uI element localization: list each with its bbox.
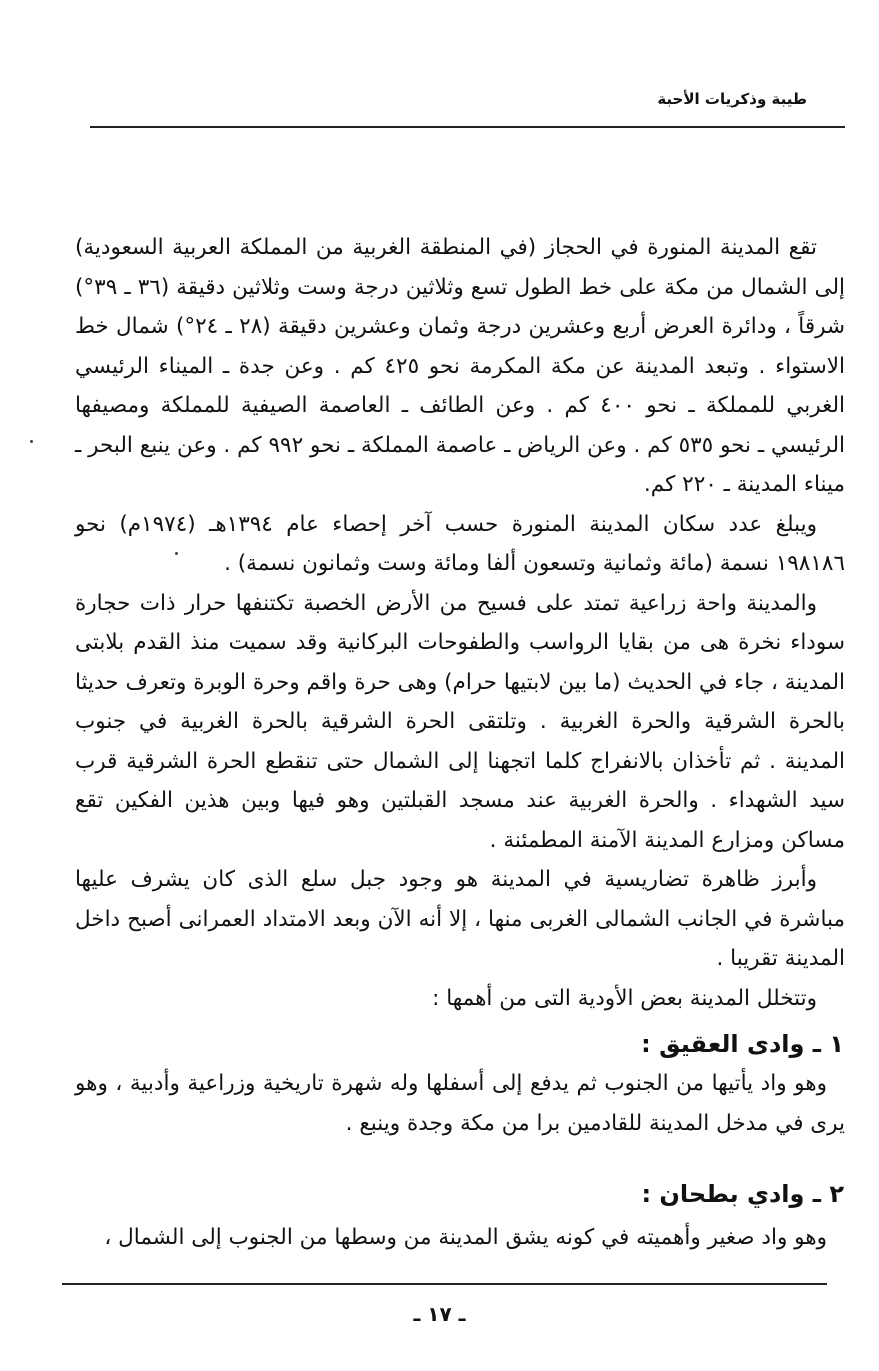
section-paragraph: وهو واد يأتيها من الجنوب ثم يدفع إلى أسفلها وله شهرة تاريخية وزراعية وأدبية ، وهو يرى في مدخل المدينة للقادمين برا من مكة وجدة وينبع . [75,1071,845,1136]
paragraph-harrat: والمدينة واحة زراعية تمتد على فسيح من الأرض الخصبة تكتنفها حرار ذات حجارة سوداء نخرة هى من بقايا الرواسب والطفوحات البركانية وقد سميت منذ القدم بلابتى المدينة ، جاء في الحديث (ما بين لابتيها حرام) وهى حرة واقم وحرة الوبرة وتعرف حديثا بالحرة الشرقية والحرة الغربية . وتلتقى الحرة الشرقية بالحرة الغربية في جنوب المدينة . ثم تأخذان بالانفراج كلما اتجهنا إلى الشمال حتى تنقطع الحرة الشرقية قرب سيد الشهداء . والحرة الغربية عند مسجد القبلتين وهو فيها وبين هذين الفكين تقع مساكن ومزارع المدينة الآمنة المطمئنة . [75,590,845,853]
paragraph-population: ويبلغ عدد سكان المدينة المنورة حسب آخر إحصاء عام ١٣٩٤هـ (١٩٧٤م) نحو ١٩٨١٨٦ نسمة (مائة وثمانية وتسعون ألفا ومائة وست وثمانون نسمة) . [75,511,845,576]
header-rule [90,126,845,128]
scan-speck [30,440,33,443]
section-text-butham [75,1218,845,1258]
footer-rule [62,1283,827,1285]
section-heading-aqiq: ١ ـ وادى العقيق : [641,1030,844,1058]
section-text-aqiq [75,1064,845,1143]
section-heading-butham: ٢ ـ وادي بطحان : [641,1180,844,1208]
paragraph-mount-sala: وأبرز ظاهرة تضاريسية في المدينة هو وجود جبل سلع الذى كان يشرف عليها مباشرة في الجانب الشمالى الغربى منها ، إلا أنه الآن وبعد الامتداد العمرانى أصبح داخل المدينة تقريبا . [75,867,845,971]
scan-speck [175,552,178,555]
paragraph-location: تقع المدينة المنورة في الحجاز (في المنطقة الغربية من المملكة العربية السعودية) إلى الشمال من مكة على خط الطول تسع وثلاثين درجة وست وثلاثين دقيقة (٣٦ ـ ٣٩°) شرقاً ، ودائرة العرض أربع وعشرين درجة وثمان وعشرين دقيقة (٢٨ ـ ٢٤°) شمال خط الاستواء . وتبعد المدينة عن مكة المكرمة نحو ٤٢٥ كم . وعن جدة ـ الميناء الرئيسي الغربي للمملكة ـ نحو ٤٠٠ كم . وعن الطائف ـ العاصمة الصيفية للمملكة ومصيفها الرئيسي ـ نحو ٥٣٥ كم . وعن الرياض ـ عاصمة المملكة ـ نحو ٩٩٢ كم . وعن ينبع البحر ـ ميناء المدينة ـ ٢٢٠ كم. [75,235,846,497]
section-paragraph: وهو واد صغير وأهميته في كونه يشق المدينة من وسطها من الجنوب إلى الشمال ، [104,1225,827,1250]
paragraph-valleys-intro: وتتخلل المدينة بعض الأودية التى من أهمها : [432,985,817,1011]
page-number: ـ ١٧ ـ [413,1302,466,1326]
running-header: طيبة وذكريات الأحبة [657,90,807,108]
body-text [75,228,845,1018]
